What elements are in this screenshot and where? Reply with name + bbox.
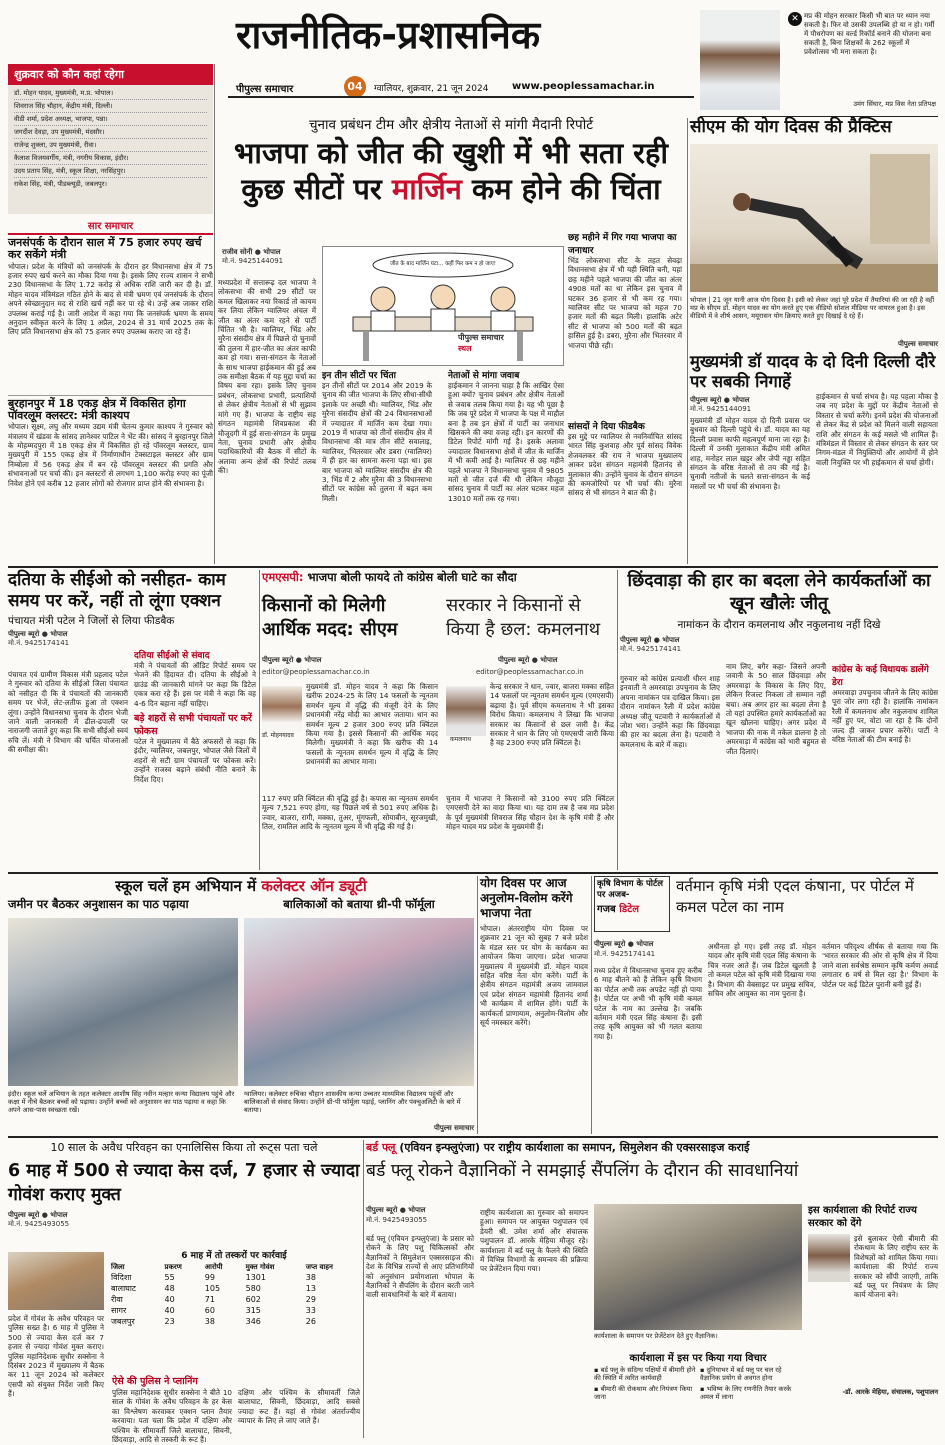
msp-tag: एमएसपी: [262, 570, 304, 584]
yoga-figure [690, 144, 938, 292]
list-item: ▪ दुनियाभर में बर्ड फ्लू पर चल रहे वैज्ञानिक प्रयोग से अवगत होना [700, 1366, 782, 1382]
delhi-title: मुख्यमंत्री डॉ यादव के दो दिनी दिल्ली दौरे पर सबकी निगाहें [690, 352, 936, 391]
datia-text-3: पटेल ने मुख्यालय में बैठे अफसरों से कहा कि इंदौर, ग्वालियर, जबलपुर, भोपाल जैसे जिलों में शहरों से सटी ग्राम पंचायतों पर फोकस करें। उन्होंने राजस्व बढ़ाने संबंधी नीति बनाने के निर्देश दिए। [134, 737, 256, 784]
chhind-col-2: नाम लिए, बगैर कहा- जिसने अपनी जवानी के 50 साल छिंदवाड़ा और अमरवाड़ा के विकास के लिए दिए, लेकिन रिजल्ट निकला तो सम्मान नहीं बचा। अब अगर हार का बदला लेना है तो यहां उपस्थित हमारे कार्यकर्ताओं का खून खौलना चाहिए। अगर प्रदेश में भाजपा की नाक में नकेल डालना है तो अमरवाड़ा में कांग्रेस को भारी बहुमत से जीत दिलाएं। [726, 662, 826, 756]
datia-mobile: मो.नं. 9425174141 [8, 639, 70, 647]
quote-text: मप्र की मोहन सरकार किसी भी बात पर ध्यान नया सकती है। फिर वो उसकी उपलब्धि हो या न हो। गर्मी में पौधरोपण का वर्ल्ड रिकॉर्ड बनाने की योजना बना सकती है, बिना शिक्षकों के 262 स्कूलों में प्रवेशोत्सव भी मना सकता है। [804, 12, 935, 56]
lead-sub-1: इन तीन सीटों पर चिंता [322, 371, 396, 381]
table-cell: 38 [305, 1273, 316, 1282]
msp-byline-right: पीपुल्स ब्यूरो ● भोपाल [498, 656, 558, 664]
lead-headline-part-a: कुछ सीटों पर [241, 172, 392, 207]
table-row [108, 1305, 360, 1316]
cartoon-caption: पीपुल्स समाचार [458, 333, 504, 342]
msp-headline-row [262, 570, 614, 585]
chhind-mobile: मो.नं. 9425174141 [620, 645, 682, 653]
schedule-item: डॉ. मोहन यादव, मुख्यमंत्री, म.प्र. भोपाल। [14, 87, 207, 100]
cattle-text-2: पुलिस महानिदेशक सुधीर सक्सेना ने बीते 10 साल के गोवंश के अवैध परिवहन के हर केस का विश्लेषण करवाकर एक्शन प्लान तैयार करवाया। पता चला कि प्रदेश में दक्षिण और पश्चिम के सीमावर्ती जिले बालाघाट, सिवनी, छिंदवाड़ा, आदि से तस्करी के रूट हैं। [112, 1388, 232, 1445]
cattle-th: प्रकरण [164, 1263, 182, 1271]
cattle-title: 6 माह में 500 से ज्यादा केस दर्ज, 7 हजार से ज्यादा गोवंश कराए मुक्त [8, 1161, 360, 1205]
datia-col-2 [134, 648, 256, 870]
krishi-byline: पीपुल्स ब्यूरो ● भोपाल [594, 940, 654, 948]
bird-bullet: भविष्य के लिए रणनीति तैयार करके अमल में लाना [700, 1385, 792, 1401]
datia-byline: पीपुल्स ब्यूरो ● भोपाल [8, 630, 68, 638]
yoga-photo [690, 144, 938, 292]
x-icon: ✕ [788, 12, 802, 26]
krishi-tag-top: कृषि विभाग के पोर्टल पर अजब- [597, 879, 664, 900]
column-divider [214, 64, 215, 564]
table-cell: बालाघाट [111, 1284, 136, 1293]
yogaday-title: योग दिवस पर आज अनुलोम-विलोम करेंगे भाजपा नेता [480, 876, 573, 920]
school-left-title: जमीन पर बैठकर अनुशासन का पाठ पढ़ाया [8, 897, 189, 911]
bird-col-2: राष्ट्रीय कार्यशाला का गुरुवार को समापन हुआ। समापन पर आयुक्त पशुपालन एवं डेयरी श्री. उमेश शर्मा और संचालक पशुपालन डॉ. आरके मेहिया मौजूद रहे। कार्यशाला में बर्ड फ्लू के फैलने की स्थिति में विभिन्न विभागों के समन्वय की प्रक्रिया पर प्रेजेंटेशन दिया गया। [480, 1208, 588, 1274]
column-divider [259, 570, 260, 870]
schedule-item: कैलाश विजयवर्गीय, मंत्री, नगरीय विकास, इंदौर। [14, 152, 207, 165]
cartoon-speech: जीत के बाद मार्जिन घटा... कहीं फिर कम न हो जाए! [390, 261, 496, 267]
kamalnath-caption: कमलनाथ [450, 736, 471, 743]
krishi-mobile: मो.नं. 9425174141 [594, 950, 656, 958]
table-cell: रीवा [111, 1295, 123, 1304]
krishi-tag-bottom [597, 901, 667, 915]
yoga-box [690, 118, 938, 350]
msp-byline-left: पीपुल्स ब्यूरो ● भोपाल [262, 656, 322, 664]
cattle-sub: ऐसे की पुलिस ने प्लानिंग [112, 1376, 198, 1387]
sar-headline-1: जनसंपर्क के दौरान साल में 75 हजार रुपए खर्च कर सकेंगे मंत्री [8, 236, 202, 262]
bird-photo [594, 1204, 802, 1330]
lead-col-3 [448, 368, 564, 563]
table-cell: 346 [245, 1317, 261, 1326]
lead-mobile: मो.नं. 9425144091 [222, 257, 284, 265]
school-headline [8, 876, 474, 896]
msp-col-2: 117 रुपए प्रति क्विंटल की वृद्धि हुई है। कपास का न्यूनतम समर्थन मूल्य 7,521 रुपए होगा, यह पिछले वर्ष से 501 रुपए अधिक है। ज्वार, बाजरा, रागी, मक्का, तुअर, मूंगफली, सोयाबीन, सूरजमुखी, तिल, रामतिल आदि के न्यूनतम मूल्य में भी वृद्धि की गई है। [262, 794, 438, 832]
schedule-list [8, 85, 213, 192]
school-credit: पीपुल्स समाचार [433, 1124, 474, 1132]
school-photo-1 [8, 918, 238, 1086]
lead-text-5: इस मुद्दे पर ग्वालियर से नवनिर्वाचित सांसद भारत सिंह कुशवाह और पूर्व सांसद विवेक शेजवलकर की राय ने भाजपा मुख्यालय आकर प्रदेश संगठन महामंत्री हितानंद से मुलाकात की। उन्होंने चुनाव के दौरान संगठन की कमजोरियों पर भी चर्चा की। मुरैना सांसद से भी संगठन ने बात की है। [568, 432, 682, 498]
lead-sub-3: छह महीने में गिर गया भाजपा का जनाधार [568, 233, 677, 256]
cattle-table-head [108, 1263, 360, 1272]
chhind-byline: पीपुल्स ब्यूरो ● भोपाल [620, 636, 680, 644]
datia-title: दतिया के सीईओ को नसीहत- काम समय पर करें, नहीं तो लूंगा एक्शन [8, 570, 226, 611]
lead-headline-margin: मार्जिन [391, 172, 462, 207]
msp-right-title: सरकार ने किसानों से किया है छल: कमलनाथ [446, 595, 601, 640]
cattle-th: आरोपी [204, 1263, 223, 1271]
lead-col-2 [322, 368, 432, 563]
lead-story [218, 118, 684, 566]
table-cell: 60 [204, 1306, 215, 1315]
table-row [108, 1294, 360, 1305]
cattle-table-title: 6 माह में तो तस्करों पर कार्रवाई [181, 1251, 287, 1261]
schedule-item: जगदीश देवड़ा, उप मुख्यमंत्री, मंदसौर। [14, 126, 207, 139]
datia-sub-1: दतिया सीईओ से संवाद [134, 651, 210, 661]
cartoon-badge [458, 332, 558, 354]
datia-sub-2: बड़े शहरों से सभी पंचायतों पर करें फोकस [134, 713, 252, 738]
yoga-credit: पीपुल्स समाचार [897, 340, 938, 348]
lead-text-4: भिंड लोकसभा सीट के तहत सेवढ़ा विधानसभा क्षेत्र में भी यही स्थिति बनी, यहां छह महीने पहले भाजपा की जीत का अंतर 4908 मतों का था लेकिन इस चुनाव में घटकर 36 हजार से भी कम रह गया। ग्वालियर सीट पर भाजपा को महज 70 हजार मतों की बढ़त मिली। हालांकि अटेर सीट से भाजपा को 500 मतों की बढ़त हासिल हुई है। डबरा, मुरैना और भितरवार में भाजपा पीछे रही। [568, 256, 682, 350]
bird-mobile: मो.नं. 9425493055 [366, 1216, 428, 1224]
yoga-title: सीएम की योग दिवस की प्रैक्टिस [690, 117, 892, 137]
table-cell: 580 [245, 1284, 261, 1293]
msp-left-title: किसानों को मिलेगी आर्थिक मदद: सीएम [262, 595, 398, 640]
chhind-kicker: नामांकन के दौरान कमलनाथ और नकुलनाथ नहीं दिखे [677, 619, 881, 631]
datia-kicker: पंचायत मंत्री पटेल ने जिलों से लिया फीडबैक [8, 615, 175, 627]
table-cell: 315 [245, 1306, 261, 1315]
krishi-tag-gajab: गजब [597, 904, 616, 915]
lead-text-2: इन तीनों सीटों पर 2014 और 2019 के चुनाव की जीत भाजपा के लिए सीधा-सीधी इलाके पर अच्छी थी। ग्वालियर, भिंड और मुरैना संसदीय क्षेत्रों की 24 विधानसभाओं में ज्यादातर में मार्जिन कम देखा गया। 2019 में भाजपा को तीनों संसदीय क्षेत्र में विधानसभा की मात्र तीन सीटें सवालाइ, ग्वालियर, भितरवार और डबरा (ग्वालियर) में ही हार का सामना करना पड़ा था। इस बार भाजपा को ग्वालियर संसदीय क्षेत्र की 3, भिंड में 2 और मुरैना की 3 विधानसभा सीटों पर कांग्रेस को तुलना में बढ़त कम मिली। [322, 381, 432, 503]
list-item: ▪ बर्ड फ्लू के संदिग्ध पक्षियों में बीमारी होने की स्थिति में त्वरित कार्यवाही [594, 1366, 696, 1382]
sar-label: सार समाचार [8, 218, 213, 235]
bird-bullets-left [594, 1366, 696, 1401]
bird-side-box [808, 1204, 938, 1438]
cm-photo-caption: डॉ. मोहनयादव [262, 732, 294, 739]
quote-author: उमंग सिंघार, मप्र विस नेता प्रतिपक्ष [853, 100, 936, 108]
sar-headline-2: बुरहानपुर में 18 एकड़ क्षेत्र में विकसित होगा पॉवरलूम क्लस्टर: मंत्री काश्यप [8, 395, 213, 423]
schedule-item: राकेश सिंह, मंत्री, पीडब्ल्यूडी, जबलपुर। [14, 180, 107, 188]
bird-bullet: दुनियाभर में बर्ड फ्लू पर चल रहे वैज्ञानिक प्रयोग से अवगत होना [700, 1366, 782, 1382]
row-rule-3 [8, 1136, 938, 1138]
school-kicker: स्कूल चलें हम अभियान में [115, 877, 257, 895]
msp-col-4: चुनाव में भाजपा ने किसानों को 3100 रुपए प्रति क्विंटल एमएसपी देने का वादा किया था। यह दाम तब है जब मप्र प्रदेश के पूर्व मुख्यमंत्री शिवराज सिंह चौहान देश के कृषि मंत्री हैं और मोहन यादव मप्र प्रदेश के मुख्यमंत्री हैं। [446, 794, 614, 832]
cattle-kicker: 10 साल के अवैध परिवहन का एनालिसिस किया तो रूट्स पता चले [50, 1141, 318, 1154]
table-cell: 40 [164, 1306, 175, 1315]
page-number: 04 [344, 76, 366, 98]
row-rule-2 [8, 872, 938, 874]
schedule-title: शुक्रवार को कौन कहां रहेगा [8, 64, 213, 85]
msp-col-1: मुख्यमंत्री डॉ. मोहन यादव ने कहा कि किसान खरीफ 2024-25 के लिए 14 फसलों के न्यूनतम समर्थन मूल्य में वृद्धि की मंजूरी देने के लिए प्रधानमंत्री नरेंद्र मोदी का आभार जताया। धान का समर्थन मूल्य 2 हजार 300 रुपए प्रति क्विंटल किया गया है। इससे किसानों की आर्थिक मदद मिलेगी। मुख्यमंत्री ने कहा कि खरीफ की 14 फसलों के न्यूनतम समर्थन मूल्य में वृद्धि के लिए प्रधानमंत्री का आभार माना। [306, 682, 438, 767]
chhind-col-1: गुरुवार को कांग्रेस प्रत्याशी धीरन शाह इनवाती ने अमरवाड़ा उपचुनाव के लिए अपना नामांकन पत्र दाखिल किया। इस दौरान नामांकन रैली में प्रदेश कांग्रेस अध्यक्ष जीतू पटवारी ने कार्यकर्ताओं में जोश भरा। उन्होंने कहा कि छिंदवाड़ा की हार का बदला लेना है। पटवारी ने कमलनाथ के बारे में कहा। [620, 674, 720, 749]
schedule-item: शिवराज सिंह चौहान, केंद्रीय मंत्री, दिल्ली। [14, 100, 207, 113]
datia-col-1: पंचायत एवं ग्रामीण विकास मंत्री प्रहलाद पटेल ने गुरुवार को दतिया के सीईओ जिला पंचायत को नसीहत दी कि वे पंचायतों की जानकारी समय पर भेजें, लेट-लतीफ हुआ तो एक्शन लूंगा। उन्होंने विधानसभा चुनाव के दौरान भेजी जाने वाली जानकारी में ढील-ढपाली पर नाराजगी जताते हुए कहा कि सभी सीईओ स्वयं रुचि लें। मंत्री ने विभाग की चर्चित योजनाओं की समीक्षा की। [8, 670, 128, 755]
schedule-item: राजेन्द्र शुक्ला, उप मुख्यमंत्री, रीवा। [14, 139, 207, 152]
bird-kicker-red: बर्ड फ्लू [366, 1141, 396, 1154]
cattle-photo [8, 1252, 104, 1310]
lead-headline-line1: भाजपा को जीत की खुशी में भी सता रही [234, 136, 668, 171]
table-cell: सागर [111, 1306, 127, 1315]
table-cell: 48 [164, 1284, 175, 1293]
datia-text-2: मंत्री ने पंचायतों की ऑडिट रिपोर्ट समय पर भेजने की हिदायत दी। दतिया के सीईओ ने ग्राउंड की जानकारी मांगने पर कहा कि डिटेल एकत्र करा रहे हैं। इस पर मंत्री ने कहा कि वह 4-6 दिन बहाना नहीं चाहिए। [134, 661, 256, 708]
lead-col-1: मध्यप्रदेश में सत्तारूढ़ दल भाजपा ने लोकसभा की सभी 29 सीटों पर कमल खिलाकर नया रिकार्ड तो कायम कर लिया लेकिन ग्वालियर अंचल में जीत का अंतर कम रहने से पार्टी चिंतित भी है। ग्वालियर, भिंड और मुरैना संसदीय क्षेत्र में पिछले दो चुनावों की तुलना में हार-जीत का अंतर काफी कम हो गया। सत्ता-संगठन के नेताओं के साथ भाजपा हाईकमान की हुई अब तक समीक्षा बैठक में यह मुद्दा चर्चा का विषय बना रहा। इसके लिए चुनाव प्रबंधन, लोकसभा प्रभारी, प्रत्याशियों से लेकर क्षेत्रीय नेताओं से भी सुझाव मांगे गए हैं। भाजपा के राष्ट्रीय सह संगठन महामंत्री शिवप्रकाश की मौजूदगी में हुई सत्ता-संगठन के प्रमुख नेता, चुनाव प्रभारी और क्षेत्रीय पदाधिकारियों की बैठक में सीटों के अलावा अन्य क्षेत्रों की रिपोर्ट तलब की। [218, 278, 316, 476]
cattle-th: मुक्त गोवंश [245, 1263, 275, 1271]
cattle-byline: पीपुल्स ब्यूरो ● भोपाल [8, 1211, 68, 1219]
table-cell: 40 [164, 1295, 175, 1304]
sar-text-2: भोपाल। सूक्ष्म, लघु और मध्यम उद्यम मंत्री चेतन्य कुमार काश्यप ने गुरुवार को मंत्रालय में खंडवा के सांसद ज्ञानेश्वर पाटिल ने भेंट की। सांसद ने बुरहानपुर जिले के मोहम्मदपुरा में 18 एकड़ क्षेत्र में विकसित हो रहे पॉवरलूम क्लस्टर, ग्राम मुख्यपुरी में 155 एकड़ क्षेत्र में निर्माणाधीन टेक्सटाइल क्लस्टर और ग्राम निम्बोला में 56 एकड़ क्षेत्र में बन रहे पॉवरलूम क्लस्टर की प्रगति और संभावनाओं पर चर्चा की। इन क्लस्टरों से लगभग 1,100 करोड़ रुपए का पूंजी निवेश होने एवं करीब 12 हजार लोगों को रोजगार प्राप्त होने की संभावना है। [8, 422, 213, 488]
msp-email-left: editor@peoplessamachar.co.in [262, 668, 370, 676]
yogaday-story [480, 876, 588, 1134]
bird-side-photo [808, 1234, 850, 1282]
lead-kicker: चुनाव प्रबंधन टीम और क्षेत्रीय नेताओं से मांगी मैदानी रिपोर्ट [308, 117, 594, 133]
lead-headline [218, 135, 684, 207]
column-divider [687, 118, 688, 564]
table-cell: 33 [305, 1306, 316, 1315]
msp-email-right: editor@peoplessamachar.co.in [476, 668, 584, 676]
school-tag: कलेक्टर ऑन ड्यूटी [261, 877, 367, 895]
bird-side-author: -डॉ. आरके मेहिया, संचालक, पशुपालन [842, 1388, 938, 1396]
dateline: ग्वालियर, शुक्रवार, 21 जून 2024 [374, 84, 489, 94]
school-photo-2 [244, 918, 474, 1086]
table-cell: 26 [305, 1317, 316, 1326]
bird-col-1: बर्ड फ्लू (एवियन इन्फ्लुएंजा) के प्रसार को रोकने के लिए पशु चिकित्सकों और वैज्ञानिकों ने सिमुलेशन एक्सरसाइज की। देश के विभिन्न राज्यों से आए प्रतिभागियों को अनुसंधान प्रयोगशाला भोपाल के वैज्ञानिकों ने सैंपलिंग के दौरान बरती जाने वाली सावधानियों के बारे में बताया। [366, 1234, 474, 1300]
bird-bullets-right [700, 1366, 802, 1401]
bird-bullet: बीमारी की रोकथाम और नियंत्रण किया जाना [594, 1385, 693, 1401]
cartoon-note: स्थल [458, 344, 472, 353]
bird-title: बर्ड फ्लू रोकने वैज्ञानिकों ने समझाई सैंपलिंग के दौरान की सावधानियां [366, 1161, 799, 1181]
delhi-col-1: मुख्यमंत्री डॉ मोहन यादव दो दिनी प्रवास पर बुधवार को दिल्ली पहुंचे थे। डॉ. यादव का यह दिल्ली प्रवास काफी महत्वपूर्ण माना जा रहा है। दिल्ली में उनकी मुलाकात केंद्रीय मंत्री अमित शाह, मनोहर लाल खट्टर और जेपी नड्डा सहित संगठन के वरिष्ठ नेताओं से तय की गई है। चुनावी नतीजों के चलते सत्ता-संगठन के कई मसलों पर भी चर्चा की संभावना है। [690, 416, 810, 491]
column-divider [477, 876, 478, 1134]
cattle-story [8, 1140, 360, 1445]
school-story [8, 876, 474, 1134]
table-cell: 38 [204, 1317, 215, 1326]
krishi-title: वर्तमान कृषि मंत्री एदल कंषाना, पर पोर्टल में कमल पटेल का नाम [676, 877, 914, 916]
list-item: ▪ भविष्य के लिए रणनीति तैयार करके अमल में लाना [700, 1385, 792, 1401]
table-cell: 71 [204, 1295, 215, 1304]
cattle-th: जिला [111, 1263, 125, 1271]
chhind-sub-1: कांग्रेस के कई विधायक डालेंगे डेरा [832, 665, 929, 688]
table-cell: 23 [164, 1317, 175, 1326]
lead-headline-part-c: कम होने की चिंता [461, 172, 661, 207]
msp-story [262, 570, 614, 870]
table-cell: 1301 [245, 1273, 266, 1282]
datia-story [8, 570, 256, 870]
table-row [108, 1283, 360, 1294]
table-cell: 55 [164, 1273, 175, 1282]
bird-kicker-row [366, 1140, 938, 1155]
table-row [108, 1316, 360, 1327]
portrait-photo [700, 10, 780, 110]
column-divider [591, 876, 592, 1134]
msp-col-3: केन्द्र सरकार ने धान, ज्वार, बाजरा मक्का सहित 14 फसलों पर न्यूनतम समर्थन मूल्य (एमएसपी) बढ़ाया है। पूर्व सीएम कमलनाथ ने भी इसका विरोध किया। कमलनाथ ने लिखा कि भाजपा सरकार का किसानों से छल जारी है। केंद्र सरकार ने धान के लिए जो एमएसपी जारी किया है वह 2300 रुपए प्रति क्विंटल है। [490, 682, 614, 748]
school-caption-2: ग्वालियर। कलेक्टर रुचिका चौहान शासकीय कन्या उच्चतर माध्यमिक विद्यालय पहुंचीं और बालिकाओं से संवाद किया। उन्होंने थ्री-पी फॉर्मूला पढ़ाई, प्लानिंग और पंक्चुअलिटी के बारे में बताया। [244, 1090, 461, 1114]
quote-box [700, 6, 938, 116]
cm-photo [262, 686, 302, 732]
sar-text-1: भोपाल। प्रदेश के मंत्रियों को जनसंपर्क के दौरान हर विधानसभा क्षेत्र में 75 हजार रुपए खर्च करने का मौका दिया गया है। इसके लिए राज्य शासन ने सभी 230 विधानसभा के लिए 1.72 करोड़ से अधिक राशि जारी कर दी है। डॉ. मोहन यादव मंत्रिमंडल गठित होने के बाद से मंत्री भ्रमण एवं जनसंपर्क के दौरान अपने स्वेच्छानुदान मद से राशि खर्च नहीं कर पा रहे थे। उन्हें अब जाकर राशि उपलब्ध कराई गई है। जारी आदेश में कहा गया कि जनसंपर्क भ्रमण के समय अनुदान स्वीकृत करने के लिए 1 अप्रैल, 2024 से 31 मार्च 2025 तक के लिए प्रति विधानसभा क्षेत्र को 75 हजार रुपए उपलब्ध कराए जा रहे हैं। [8, 261, 213, 337]
krishi-tag [594, 876, 670, 932]
table-cell: 99 [204, 1273, 215, 1282]
school-caption-1: इंदौर। स्कूल चलें अभियान के तहत कलेक्टर आशीष सिंह नवीन मल्हार कन्या विद्यालय पहुंचे और कक्षा में नीचे बैठकर बच्चों को पढ़ाया। उन्होंने बच्चों को अनुशासन का पाठ पढ़ाया व कहा कि अपने आस-पास स्वच्छता रखें। [8, 1090, 235, 1114]
delhi-story [690, 352, 938, 566]
column-divider [617, 570, 618, 870]
bird-side-text: इसे बुलाकर ऐसी बीमारी की रोकथाम के लिए राष्ट्रीय स्तर के विशेषज्ञों को शामिल किया गया। कार्यशाला की रिपोर्ट राज्य सरकार को सौंपी जाएगी, ताकि बर्ड फ्लू पर नियंत्रण के लिए कार्य योजना बने। [854, 1234, 938, 1300]
schedule-item: वीडी शर्मा, प्रदेश अध्यक्ष, भाजपा, पन्ना। [14, 113, 207, 126]
lead-text-3: हाईकमान ने जानना चाहा है कि आखिर ऐसा हुआ क्यों? चुनाव प्रबंधन और क्षेत्रीय नेताओं से जवाब तलब किया गया है। यह भी पूछा है कि जब पूरे प्रदेश में भाजपा के पक्ष में माहौल बना है तब इन क्षेत्रों में पार्टी का जनाधार खिसकने की क्या वजह रही। इन कारणों की डिटेल रिपोर्ट मांगी गई है। इसके अलावा ज्यादातर विधानसभा क्षेत्रों में जीत के मार्जिन में भी कमी आई है। ग्वालियर से छह महीने पहले भाजपा ने विधानसभा चुनाव में 9805 मतों से जीत दर्ज की थी लेकिन मौजूदा सांसद चुनाव में पार्टी का अंतर घटकर महज 13010 मतों तक रह गया। [448, 381, 564, 503]
bird-side-title: इस कार्यशाला की रिपोर्ट राज्य सरकार को देंगे [808, 1205, 917, 1229]
delhi-byline: पीपुल्स ब्यूरो ● भोपाल [690, 396, 750, 404]
lead-sub-4: सांसदों ने दिया फीडबैक [568, 422, 645, 432]
kamalnath-photo [446, 686, 486, 736]
cattle-text-3: दक्षिण और पश्चिम के सीमावर्ती जिले बालाघाट, सिवनी, छिंदवाड़ा, आदि सबसे ज्यादा रूट हैं। यहां से गोवंश अंतर्राज्यीय व्यापार के लिए ले जाए जाते हैं। [238, 1388, 360, 1426]
krishi-tag-red: डिटेल [619, 904, 640, 915]
delhi-col-2: हाईकमान से चर्चा संभव है। यह पहला मौका है जब नए प्रदेश के मुद्दों पर केंद्रीय नेताओं से विस्तार से चर्चा करेंगे। इनमें प्रदेश की योजनाओं से लेकर केंद्र से प्रदेश को मिलने वाली सहायता राशि और संगठन के कई मसले भी शामिल हैं। मंत्रिमंडल में विस्तार से लेकर संगठन के स्तर पर निगम-मंडल में नियुक्तियों और आयोगों में होने वाली नियुक्ति पर भी हाईकमान से चर्चा होगी। [816, 392, 938, 467]
row-rule-1 [8, 566, 938, 568]
table-cell: 602 [245, 1295, 261, 1304]
bird-photo-caption: कार्यशाला के समापन पर प्रेजेंटेशन देते हुए वैज्ञानिक। [594, 1332, 718, 1340]
website[interactable]: www.peoplessamachar.in [512, 81, 655, 92]
birdflu-story [366, 1140, 938, 1438]
schedule-item: उदय प्रताप सिंह, मंत्री, स्कूल शिक्षा, नरसिंहपुर। [14, 165, 207, 178]
section-title: राजनीतिक-प्रशासनिक [236, 13, 541, 57]
krishi-col-2: अधीनता हो गए। इसी तरह डॉ. मोहन यादव और कृषि मंत्री एदल सिंह कंषाना के चित्र नजर आते हैं। जब डिटेल खुलती है तो कमल पटेल को कृषि मंत्री दिखाया गया है। विभाग की वेबसाइट पर प्रमुख सचिव, सचिव और आयुक्त का नाम पुराना है। [708, 942, 816, 999]
paper-name: पीपुल्स समाचार [236, 84, 294, 95]
schedule-box [8, 64, 213, 214]
cattle-table [108, 1263, 360, 1327]
masthead-rule [228, 96, 694, 98]
table-cell: विदिशा [111, 1273, 132, 1282]
table-cell: 105 [204, 1284, 221, 1293]
bird-kicker: (एवियन इन्फ्लुएंजा) पर राष्ट्रीय कार्यशाला का समापन, सिमुलेशन की एक्सरसाइज कराई [399, 1141, 750, 1154]
table-row [108, 1272, 360, 1283]
krishi-story [594, 876, 938, 1134]
column-divider [363, 1140, 364, 1438]
school-right-title: बालिकाओं को बताया थ्री-पी फॉर्मूला [283, 897, 435, 911]
delhi-mobile: मो.नं. 9425144091 [690, 405, 752, 413]
table-cell: 13 [305, 1284, 316, 1293]
bird-bullet: बर्ड फ्लू के संदिग्ध पक्षियों में बीमारी होने की स्थिति में त्वरित कार्यवाही [594, 1366, 696, 1382]
cattle-th: जप्त वाहन [305, 1263, 333, 1271]
chhindwara-story [620, 570, 938, 870]
lead-byline [222, 248, 318, 266]
table-cell: जबलपुर [111, 1317, 135, 1326]
yogaday-text: भोपाल। अंतरराष्ट्रीय योग दिवस पर शुक्रवार 21 जून को सुबह 7 बजे प्रदेश के मंडल स्तर पर योग के कार्यक्रम का आयोजन किया जाएगा। प्रदेश भाजपा मुख्यालय में मुख्यमंत्री डॉ. मोहन यादव सहित वरिष्ठ नेता योग करेंगे। पार्टी के क्षेत्रीय संगठन महामंत्री अजय जामवाल एवं प्रदेश संगठन महामंत्री हितानंद शर्मा भी कार्यक्रम में शामिल होंगे। पार्टी के कार्यकर्ता प्राणायाम, अनुलोम-विलोम और सूर्य नमस्कार करेंगे। [480, 924, 588, 1028]
chhind-col-3 [832, 662, 938, 870]
krishi-col-3: वर्तमान परिदृश्य शीर्षक से बताया गया कि 'भारत सरकार की ओर से कृषि क्षेत्र में दिया जाने वाला सर्वश्रेष्ठ सम्मान कृषि कर्मण अवार्ड लगातार 6 वर्ष से मिल रहा है।' विभाग के पोर्टल पर कई डिटेल पुरानी बनी हुई हैं। [822, 942, 938, 989]
lead-sub-2: नेताओं से मांगा जवाब [448, 371, 520, 381]
yoga-caption: भोपाल | 21 जून यानी आज योग दिवस है। इसी को लेकर जहां पूरे प्रदेश में तैयारियां की जा रही है वहीं मप्र के सीएम डॉ. मोहन यादव का योग करते हुए एक वीडियो सोशल मीडिया पर वायरल हुआ है। इस वीडियो में वे शीर्ष आसन, मयूरासन योग क्रियाएं करते हुए दिखाई दे रहे हैं। [690, 296, 935, 320]
sar-samachar [8, 218, 213, 568]
bird-sub-1: कार्यशाला में इस पर किया गया विचार [629, 1353, 767, 1364]
msp-headline: भाजपा बोली फायदे तो कांग्रेस बोली घाटे का सौदा [307, 570, 517, 584]
lead-headline-line2 [218, 171, 684, 207]
list-item: ▪ बीमारी की रोकथाम और नियंत्रण किया जाना [594, 1385, 693, 1401]
chhind-text-3: अमरवाड़ा उपचुनाव जीतने के लिए कांग्रेस पूरा जोर लगा रही है। हालांकि नामांकन रैली में कमलनाथ और नकुलनाथ शामिल नहीं हुए पर, वोटा जा रहा है कि दोनों जल्द ही जाकर प्रचार करेंगे। पार्टी ने वरिष्ठ नेताओं की टीम बनाई है। [832, 688, 938, 745]
cattle-mobile: मो.नं. 9425493055 [8, 1220, 70, 1228]
chhind-title: छिंदवाड़ा की हार का बदला लेने कार्यकर्ताओं का खून खौलेः जीतू [627, 571, 931, 614]
table-cell: 29 [305, 1295, 316, 1304]
lead-byline-name: राजीव सोनी ● भोपाल [222, 248, 281, 256]
lead-col-4 [568, 230, 682, 565]
bird-byline: पीपुल्स ब्यूरो ● भोपाल [366, 1206, 426, 1214]
cattle-text: प्रदेश में गोवंश के अवैध परिवहन पर पुलिस सख्त है। 6 माह में पुलिस ने 500 से ज्यादा केस दर्ज कर 7 हजार से ज्यादा गोवंश मुक्त कराए। पुलिस महानिदेशक सुधीर सक्सेना ने दिसंबर 2023 में मुख्यालय में बैठक कर 11 जून 2024 को कलेक्टर एसपी को संयुक्त निर्देश जारी किए हैं। [8, 1314, 104, 1399]
krishi-col-1: मध्य प्रदेश में विधानसभा चुनाव हुए करीब 6 माह बीतने को हैं लेकिन कृषि विभाग का पोर्टल अभी तक अपडेट नहीं हो पाया है। पोर्टल पर अभी भी कृषि मंत्री कमल पटेल के नाम का उल्लेख है। जबकि वर्तमान मंत्री एदल सिंह कंषाना हैं। इसी तरह कृषि आयुक्त को भी गलत बताया गया है। [594, 966, 702, 1041]
cattle-table-box [108, 1248, 360, 1368]
